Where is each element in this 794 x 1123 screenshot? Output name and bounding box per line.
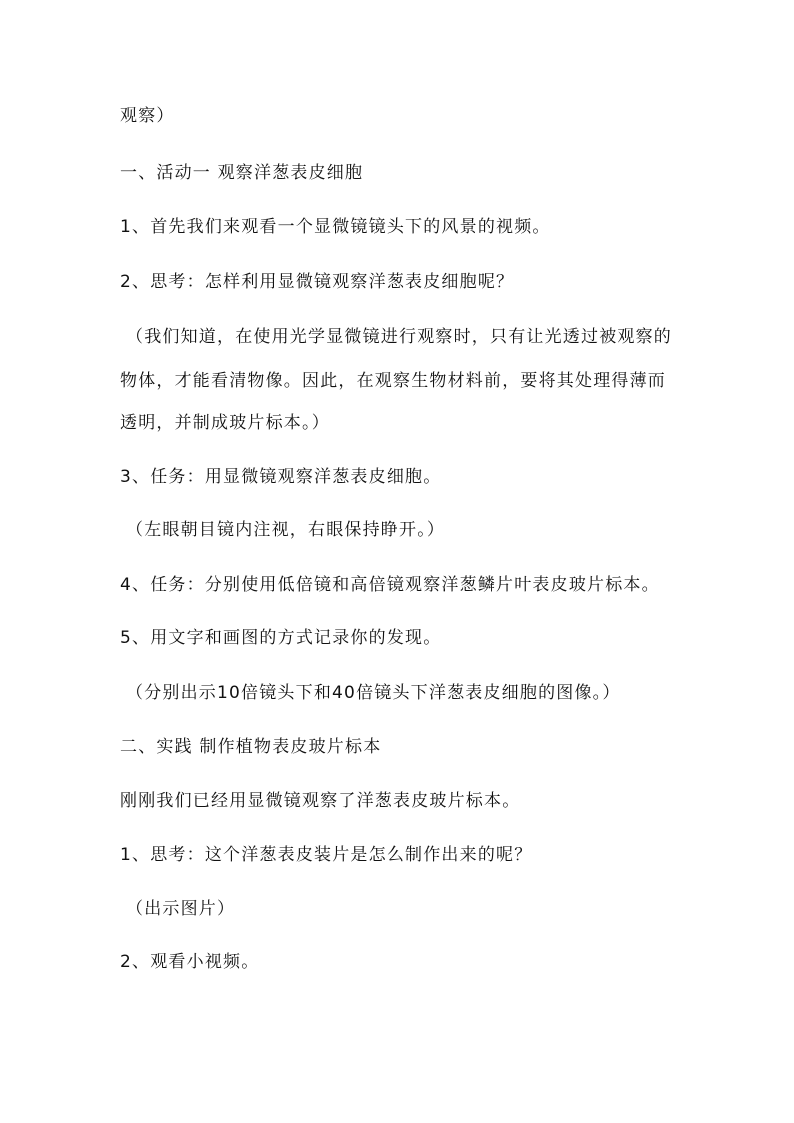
paragraph-step-3: 3、任务：用显微镜观察洋葱表皮细胞。 xyxy=(120,467,442,487)
paragraph-practice-step-1: 1、思考：这个洋葱表皮装片是怎么制作出来的呢？ xyxy=(120,845,533,865)
paragraph-practice-step-2: 2、观看小视频。 xyxy=(120,952,260,972)
paragraph-note-show-image: （出示图片） xyxy=(126,899,236,919)
paragraph-note-eyes: （左眼朝目镜内注视，右眼保持睁开。） xyxy=(126,520,446,540)
paragraph-note-images: （分别出示10倍镜头下和40倍镜头下洋葱表皮细胞的图像。） xyxy=(126,683,621,703)
paragraph-step-4: 4、任务：分别使用低倍镜和高倍镜观察洋葱鳞片叶表皮玻片标本。 xyxy=(120,575,660,595)
paragraph-continuation: 观察） xyxy=(120,106,175,126)
paragraph-step-5: 5、用文字和画图的方式记录你的发现。 xyxy=(120,628,442,648)
paragraph-step-2: 2、思考：怎样利用显微镜观察洋葱表皮细胞呢？ xyxy=(120,272,515,292)
paragraph-note-line-2: 物体，才能看清物像。因此，在观察生物材料前，要将其处理得薄而 xyxy=(120,371,666,391)
paragraph-note-line-1: （我们知道，在使用光学显微镜进行观察时，只有让光透过被观察的 xyxy=(126,327,672,347)
paragraph-practice-intro: 刚刚我们已经用显微镜观察了洋葱表皮玻片标本。 xyxy=(120,791,521,811)
section-heading-activity-one: 一、活动一 观察洋葱表皮细胞 xyxy=(120,163,364,183)
paragraph-note-line-3: 透明，并制成玻片标本。） xyxy=(120,413,330,433)
paragraph-step-1: 1、首先我们来观看一个显微镜镜头下的风景的视频。 xyxy=(120,217,551,237)
section-heading-practice: 二、实践 制作植物表皮玻片标本 xyxy=(120,737,382,757)
